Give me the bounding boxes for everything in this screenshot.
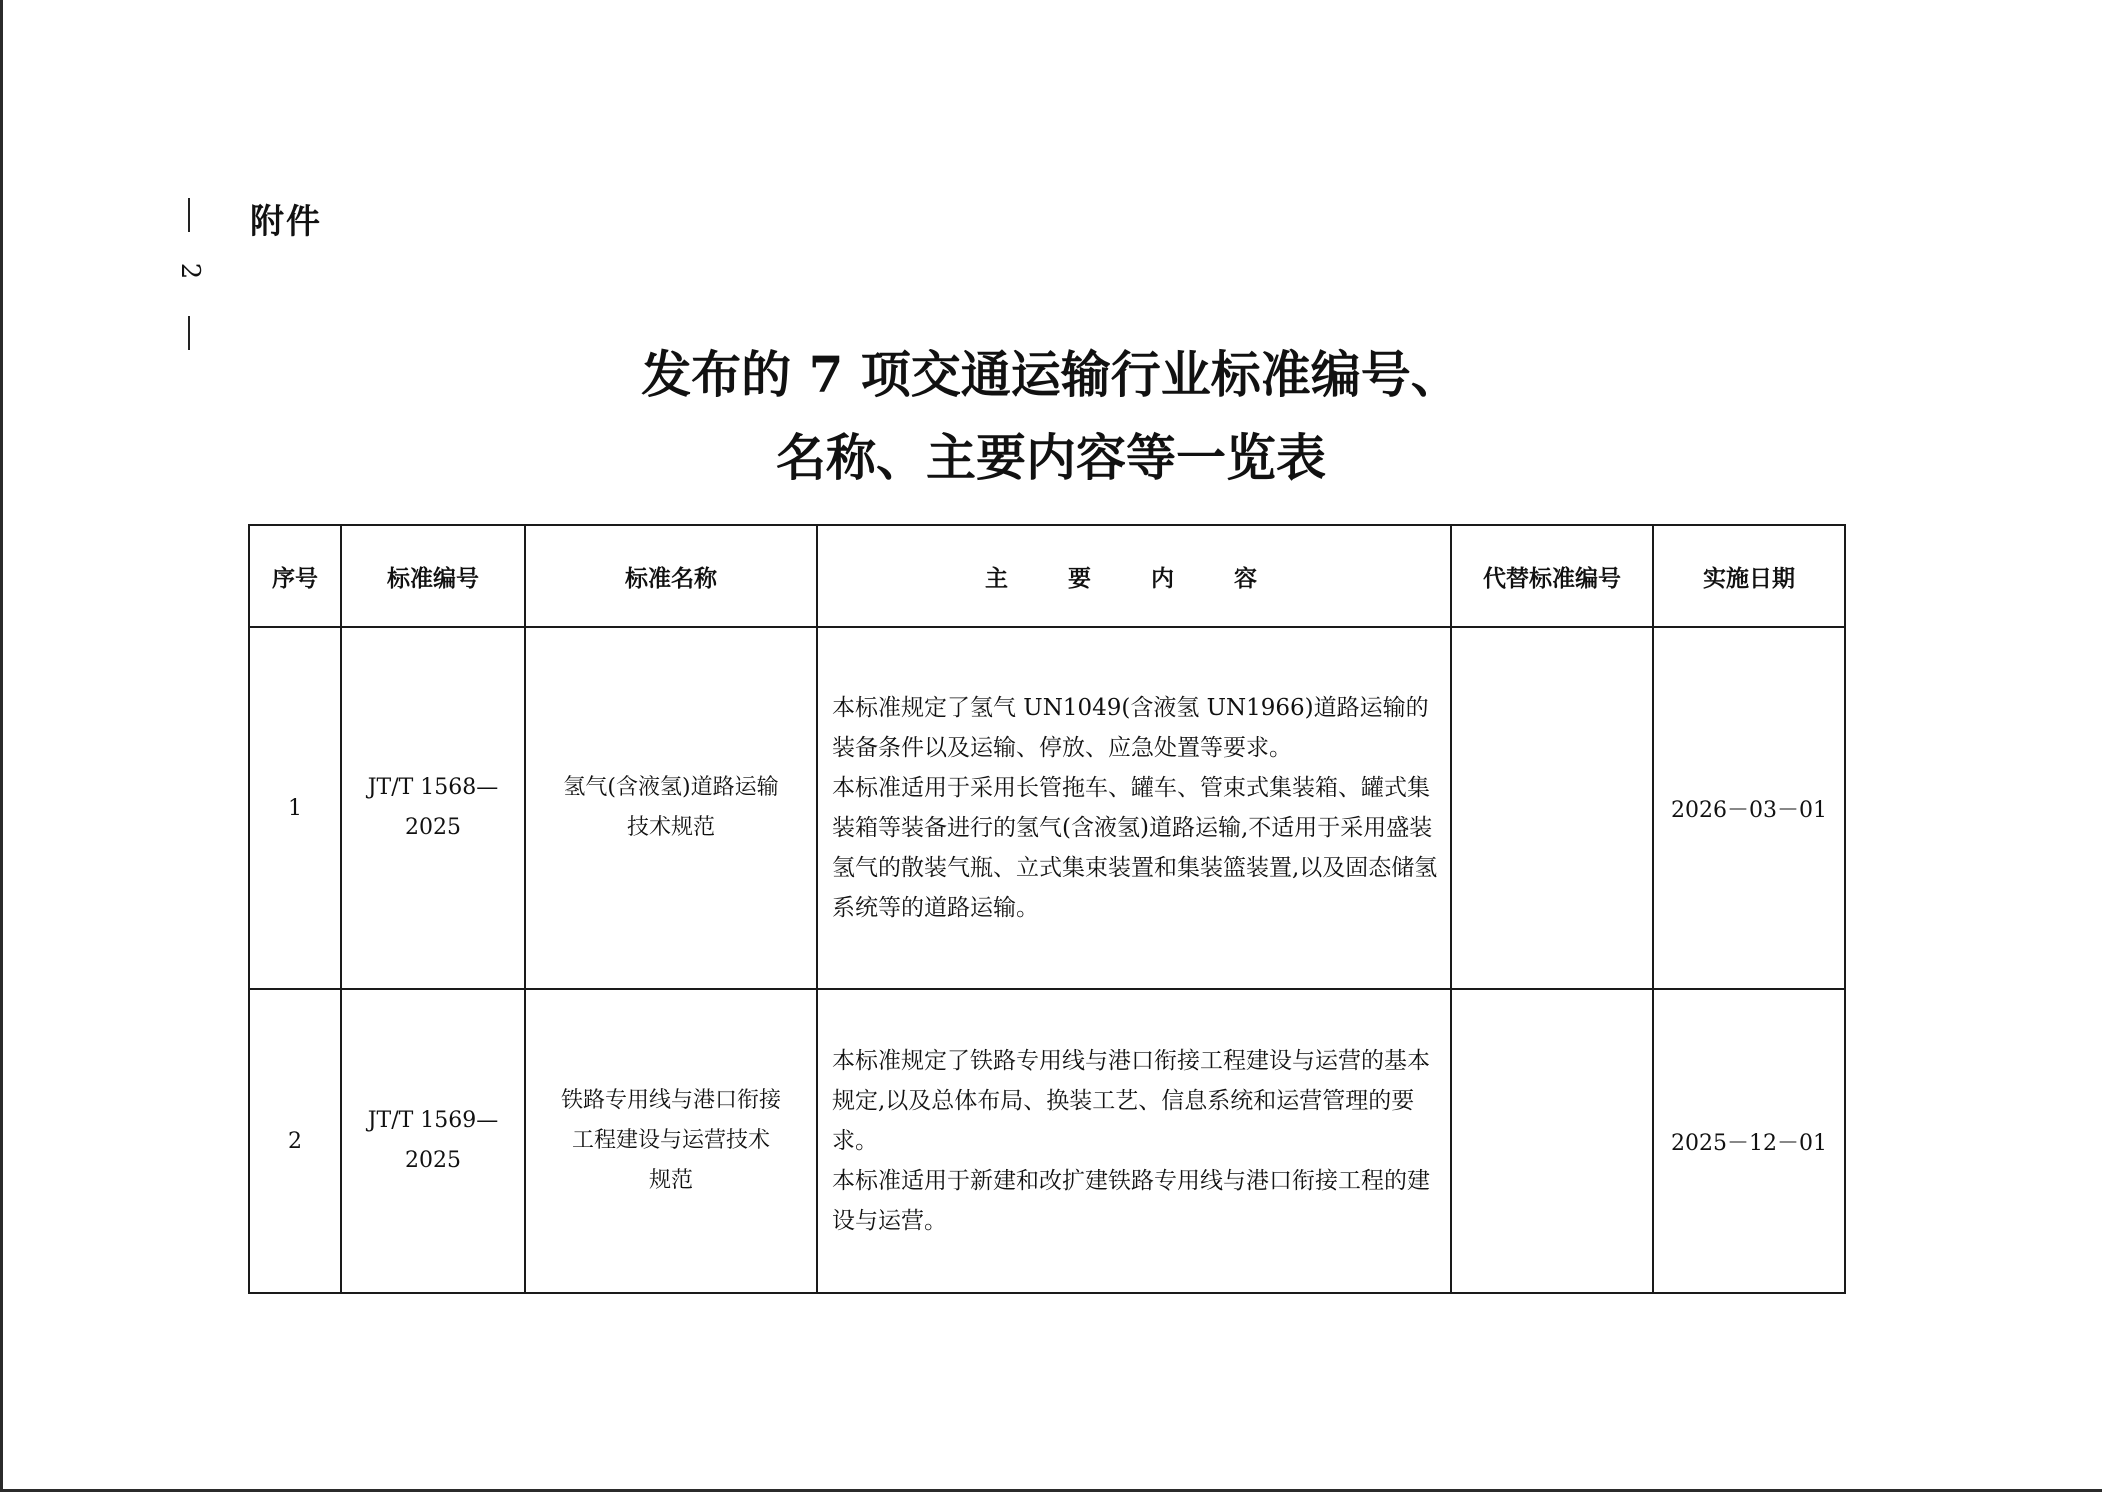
header-date: 实施日期 [1653,525,1845,627]
cell-content [817,989,1451,1293]
document-title-line2: 名称、主要内容等一览表 [776,428,1326,487]
attachment-label: 附件 [250,202,322,242]
cell-content-paragraph1: 本标准规定了铁路专用线与港口衔接工程建设与运营的基本规定,以及总体布局、换装工艺、信息系统和运营管理的要求。 [832,1048,1430,1154]
cell-replaced [1451,627,1653,989]
cell-name-line3: 规范 [648,1168,693,1193]
cell-code-line1: JT/T 1569— [367,1108,499,1133]
cell-name-line2: 工程建设与运营技术 [571,1128,770,1153]
cell-seq: 1 [249,627,341,989]
table-row [249,627,1845,989]
cell-date: 2026－03－01 [1653,627,1845,989]
header-name: 标准名称 [525,525,817,627]
cell-code-line2: 2025 [405,1148,461,1173]
cell-code [341,989,525,1293]
header-seq: 序号 [249,525,341,627]
table-row [249,989,1845,1293]
cell-seq: 2 [249,989,341,1293]
page-number-dash-bottom [188,316,190,350]
cell-content-paragraph2: 本标准适用于新建和改扩建铁路专用线与港口衔接工程的建设与运营。 [832,1168,1430,1234]
page-left-edge [0,0,3,1492]
page-number-dash-top [188,198,190,232]
table-header-row [249,525,1845,627]
header-code: 标准编号 [341,525,525,627]
cell-date: 2025－12－01 [1653,989,1845,1293]
cell-name-line1: 铁路专用线与港口衔接 [560,1088,781,1113]
cell-code [341,627,525,989]
cell-content [817,627,1451,989]
cell-code-line2: 2025 [405,815,461,840]
cell-name [525,989,817,1293]
header-replaced: 代替标准编号 [1451,525,1653,627]
cell-name [525,627,817,989]
header-content: 主 要 内 容 [817,525,1451,627]
page-number: 2 [175,262,205,280]
cell-code-line1: JT/T 1568— [367,775,499,800]
cell-replaced [1451,989,1653,1293]
cell-name-line2: 技术规范 [626,815,715,840]
cell-name-line1: 氢气(含液氢)道路运输 [563,775,779,800]
document-title-line1: 发布的 7 项交通运输行业标准编号、 [641,345,1461,404]
standards-table [248,524,1846,1294]
cell-content-paragraph2: 本标准适用于采用长管拖车、罐车、管束式集装箱、罐式集装箱等装备进行的氢气(含液氢)道路运输,不适用于采用盛装氢气的散装气瓶、立式集束装置和集装篮装置,以及固态储氢系统等的道路运输。 [832,775,1438,921]
cell-content-paragraph1: 本标准规定了氢气 UN1049(含液氢 UN1966)道路运输的装备条件以及运输、停放、应急处置等要求。 [832,695,1429,761]
